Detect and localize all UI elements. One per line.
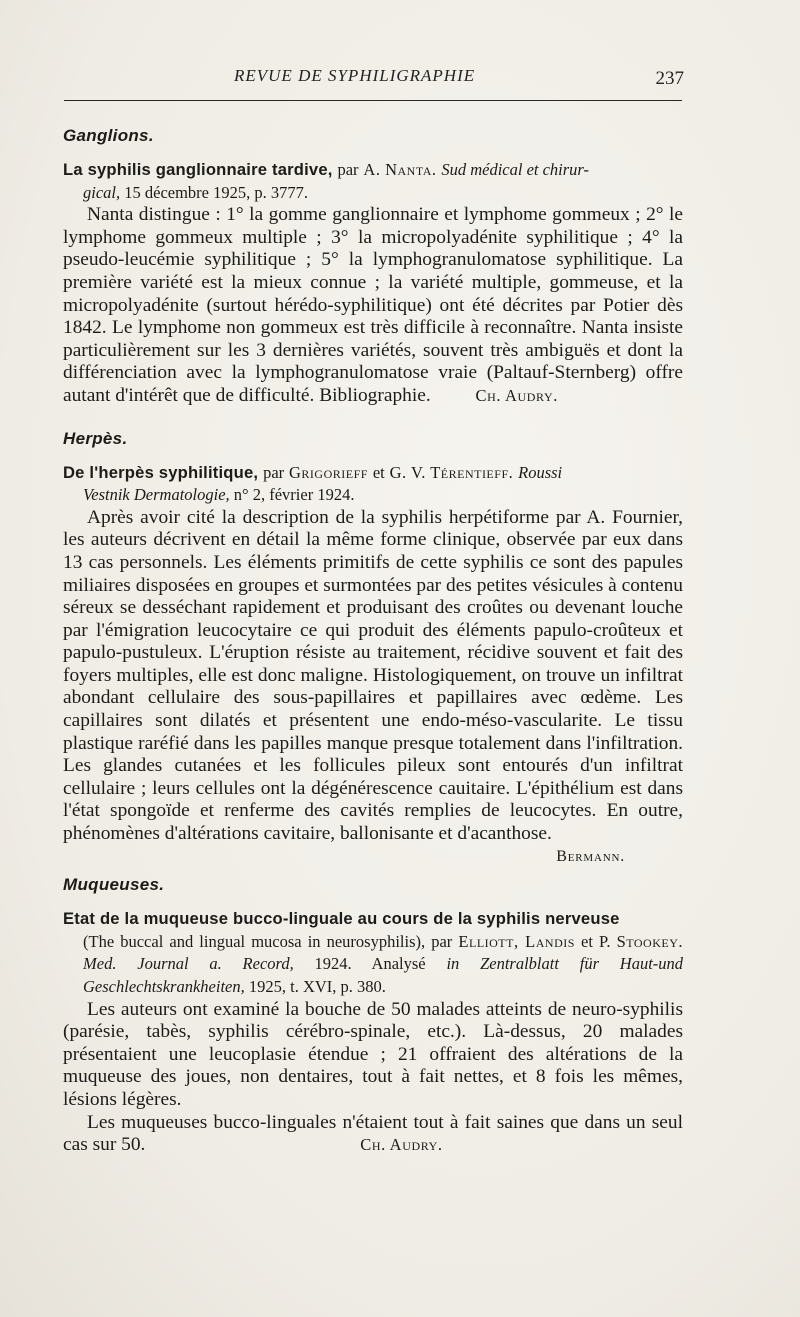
section-muqueuses — [63, 874, 683, 1157]
entry-body — [63, 204, 683, 407]
entry-header — [63, 462, 683, 485]
entry-author: A. Nanta. — [363, 160, 437, 179]
entry-body: Après avoir cité la description de la syphilis herpétiforme par A. Fournier, les auteurs décrivent en détail la même forme clinique, observée par eux dans 13 cas personnels. Les éléments primitifs de cette syphilis ce sont des papules miliaires disposées en groupes et surmontées par des petites vésicules à contenu séreux se desséchant rapidement et produisant des croûtes ou devenant louche par l'émigration leucocytaire ce qui produit des éléments papulo-croûteux et papulo-pustuleux. L'éruption résiste au traitement, récidive souvent et fait des foyers multiples, elle est donc maligne. Histologiquement, on trouve un infiltrat abondant cellulaire des sous-papillaires et papillaires avec œdème. Les capillaires sont dilatés et présentent une endo-méso-vascularite. Le tissu plastique raréfié dans les papilles manque presque totalement dans l'infiltration. Les glandes cutanées et les follicules pileux sont entourés d'un infiltrat cellulaire ; leurs cellules ont la dégénérescence cauitaire. L'épithélium est dans l'état spongoïde et renferme des cavités remplies de leucocytes. En outre, phénomènes d'altérations cavitaire, ballonisante et d'acanthose. — [63, 506, 683, 845]
entry-year: 1924. Analysé — [314, 954, 426, 974]
entry-source-line — [63, 182, 683, 205]
section-heading: Herpès. — [63, 428, 128, 448]
entry-source: Sud médical et chirur- — [441, 160, 590, 179]
entry-by: par — [337, 160, 359, 179]
section-ganglions — [63, 125, 683, 408]
entry-by: par — [263, 462, 285, 482]
section-herpes — [63, 428, 683, 869]
section-heading: Muqueuses. — [63, 875, 165, 895]
entry-title: De l'herpès syphilitique, — [63, 462, 259, 482]
entry-signature: Ch. Audry. — [475, 385, 558, 405]
entry-title: Etat de la muqueuse bucco-linguale au cours de la syphilis nerveuse — [63, 909, 620, 929]
entry-in-zentralblatt: in Zentralblatt — [446, 954, 559, 974]
entry-volume: 1925, t. XVI, p. 380. — [248, 977, 386, 996]
entry-date: n° 2, février 1924. — [233, 485, 355, 505]
page-number: 237 — [655, 68, 684, 89]
entry-and: et — [372, 462, 385, 482]
running-header — [64, 64, 682, 101]
entry-body-1: Les auteurs ont examiné la bouche de 50 malades atteints de neuro-syphilis (parésie, tabès, syphilis cérébro-spinale, etc.). Là-dessus, 20 malades présentaient une leucoplasie étendue ; 21 offraient des altérations de la muqueuse des joues, non dentaires, tout à fait nettes, et 8 fois les mêmes, lésions légères. — [63, 998, 683, 1110]
entry-author-1: Grigorieff — [289, 462, 368, 482]
entry-journal: Med. Journal a. Record, — [83, 954, 294, 974]
entry-source-line — [63, 484, 683, 507]
running-title: REVUE DE SYPHILIGRAPHIE — [234, 66, 476, 85]
entry-source-cont: gical, — [83, 182, 121, 202]
entry-author-1: Elliott, Landis — [458, 931, 575, 951]
entry-journal-2: für Haut-und Geschlechtskrankheiten, — [83, 954, 684, 996]
entry-body-text: Nanta distingue : 1° la gomme ganglionnaire et lymphome gommeux ; 2° le lymphome gommeux multiple ; 3° la micropolyadénite syphilitique ; 4° la pseudo-leucémie syphilitique ; 5° la lymphogranulomatose syphilitique. La première variété est la mieux connue ; la variété multiple, gommeuse, et la micropolyadénite (surtout hérédo-syphilitique) ont été décrites par Potier dès 1842. Le lymphome non gommeux est très difficile à reconnaître. Nanta insiste particulièrement sur les 3 dernières variétés, souvent très ambiguës et dont la différenciation avec la lymphogranulomatose vraie (Paltauf-Sternberg) offre autant d'intérêt que de difficulté. Bibliographie. — [63, 204, 683, 406]
entry-signature: Ch. Audry. — [360, 1135, 443, 1155]
entry-source: Roussi — [518, 462, 563, 482]
entry-author-2: Stookey. — [616, 931, 684, 951]
entry-author-2: G. V. Térentieff. — [389, 462, 514, 482]
section-heading: Ganglions. — [63, 126, 154, 145]
entry-source-cont: Vestnik Dermatologie, — [83, 485, 230, 505]
entry-body-2 — [63, 1112, 683, 1157]
entry-translation: (The buccal and lingual mucosa in neurosyphilis), par — [83, 931, 453, 951]
entry-title: La syphilis ganglionnaire tardive, — [63, 160, 333, 179]
entry-date: 15 décembre 1925, p. 3777. — [124, 182, 308, 202]
entry-body-2-text: Les muqueuses bucco-linguales n'étaient tout à fait saines que dans un seul cas sur 50. — [63, 1111, 683, 1156]
entry-signature: Bermann. — [556, 847, 625, 865]
entry-header — [63, 908, 683, 931]
entry-and: et P. — [581, 931, 611, 951]
entry-header — [63, 159, 683, 182]
entry-reference — [63, 931, 683, 999]
article-content — [63, 125, 683, 1157]
